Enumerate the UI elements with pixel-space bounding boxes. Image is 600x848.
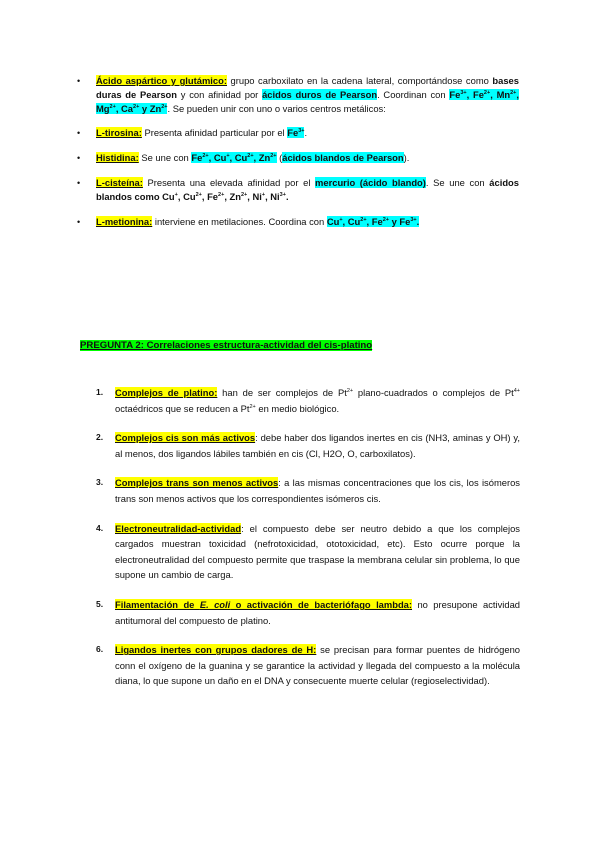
- list-item: 1. Complejos de platino: han de ser complejos de $Pt^{2+}$ plano-cuadrados o complejos de $Pt^{4+}$ octaédricos que se reducen a $Pt^{2+}$ en medio biológico.: [96, 387, 520, 414]
- section-heading: PREGUNTA 2: Correlaciones estructura-actividad del cis-platino: [80, 340, 373, 351]
- list-item: • L-cisteína: Presenta una elevada afinidad por el mercurio (ácido blando). Se une con ácidos blandos como Cu+, $Cu^{2+}$, $Fe^{2+}$, $Zn^{2+}$, Ni+, $Ni^{3+}$.: [96, 176, 519, 204]
- highlight: mercurio (ácido blando): [315, 177, 426, 189]
- amino-acid-list: [96, 74, 519, 230]
- item-title: Complejos trans son menos activos: [115, 477, 279, 489]
- item-title: Electroneutralidad-actividad: [115, 522, 242, 534]
- item-title: Ligandos inertes con grupos dadores de H:: [115, 644, 317, 656]
- item-title: Ácido aspártico y glutámico:: [96, 75, 227, 86]
- list-item: • L-metionina: interviene en metilaciones. Coordina con Cu+, $Cu^{2+}$, $Fe^{2+}$ y $Fe^{3+}$.: [96, 215, 519, 229]
- list-item: 6. Ligandos inertes con grupos dadores de H: se precisan para formar puentes de hidrógeno conn el oxígeno de la guanina y se garantice la actividad y llegada del compuesto a la molécula diana, lo que supone un daño en el DNA y consecuente muerte celular (regioselectividad).: [96, 644, 520, 687]
- item-title: Histidina:: [96, 151, 139, 163]
- highlight: $Fe^{3+}$, $Fe^{2+}$, $Mn^{2+}$, $Mg^{2+}$, $Ca^{2+}$ y $Zn^{2+}$: [96, 89, 520, 115]
- item-title: Complejos de platino:: [115, 387, 218, 398]
- list-item: 4. Electroneutralidad-actividad: el compuesto debe ser neutro debido a que los complejos cargados muestran toxicidad (nefrotoxicidad, ototoxicidad, etc). Esto ocurre porque la electroneutralidad del compuesto permite que traspase la membrana celular sin problema, lo que supone un cambio de carga.: [96, 522, 520, 581]
- list-item: • Histidina: Se une con $Fe^{2+}$, Cu+, $Cu^{2+}$, $Zn^{2+}$ (ácidos blandos de Pearson).: [96, 151, 519, 165]
- highlight: Cu+, $Cu^{2+}$, $Fe^{2+}$ y $Fe^{3+}$.: [326, 216, 420, 228]
- list-item: • L-tirosina: Presenta afinidad particular por el $Fe^{3+}$.: [96, 126, 519, 140]
- list-item: 3. Complejos trans son menos activos: a las mismas concentraciones que los cis, los isómeros trans son menos activos que los correspondientes isómeros cis.: [96, 477, 520, 504]
- item-title: L-metionina:: [96, 216, 153, 228]
- list-item: 2. Complejos cis son más activos: debe haber dos ligandos inertes en cis (NH3, aminas y OH) y, al menos, dos ligandos lábiles también en cis (Cl, H2O, O, carboxilatos).: [96, 432, 520, 459]
- numbered-list: [96, 385, 521, 689]
- list-item: • Ácido aspártico y glutámico: grupo carboxilato en la cadena lateral, comportándose como bases duras de Pearson y con afinidad por ácidos duros de Pearson. Coordinan con $Fe^{3+}$, $Fe^{2+}$, $Mn^{2+}$, $Mg^{2+}$, $Ca^{2+}$ y $Zn^{2+}$. Se pueden unir con uno o varios centros metálicos:: [96, 74, 519, 117]
- highlight: $Fe^{2+}$, Cu+, $Cu^{2+}$, $Zn^{2+}$: [191, 151, 277, 163]
- highlight: ácidos blandos de Pearson: [282, 151, 404, 163]
- list-item: 5. Filamentación de E. coli o activación de bacteriófago lambda: no presupone actividad antitumoral del compuesto de platino.: [96, 598, 521, 626]
- item-title: L-tirosina:: [96, 126, 142, 138]
- highlight: ácidos duros de Pearson: [262, 89, 378, 101]
- item-title: Filamentación de E. coli o activación de bacteriófago lambda:: [115, 598, 413, 610]
- item-title: L-cisteína:: [96, 177, 143, 189]
- highlight: $Fe^{3+}$: [287, 126, 305, 138]
- item-title: Complejos cis son más activos: [115, 432, 256, 444]
